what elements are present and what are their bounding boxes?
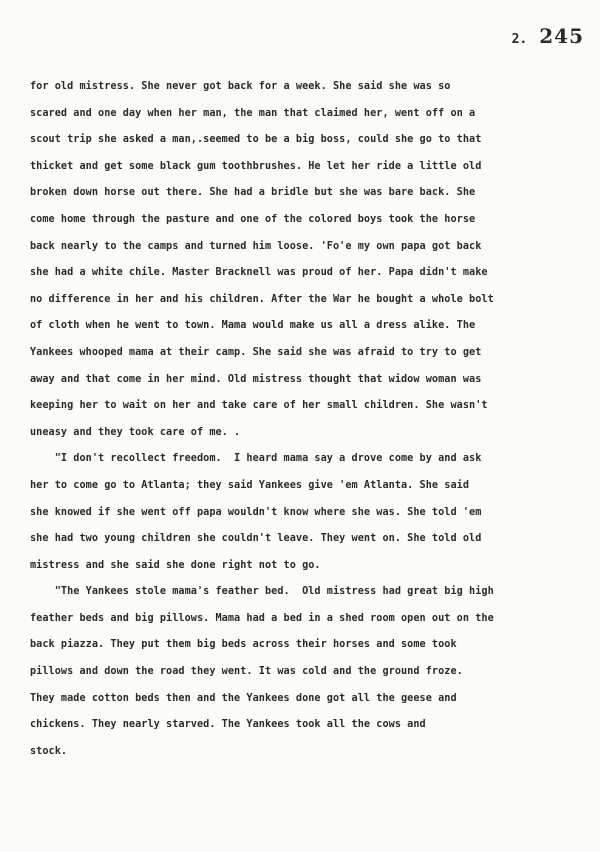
text-line: uneasy and they took care of me. . <box>30 426 241 438</box>
paragraph-1 <box>30 74 580 446</box>
text-line: no difference in her and his children. After the War he bought a whole bolt <box>30 293 494 305</box>
paragraph-3 <box>30 579 580 765</box>
text-line: come home through the pasture and one of the colored boys took the horse <box>30 213 476 225</box>
text-line: "I don't recollect freedom. I heard mama say a drove come by and ask <box>30 453 482 465</box>
text-line: thicket and get some black gum toothbrushes. He let her ride a little old <box>30 160 482 172</box>
text-line: keeping her to wait on her and take care of her small children. She wasn't <box>30 400 488 412</box>
text-line: she had two young children she couldn't leave. They went on. She told old <box>30 533 482 545</box>
page-header <box>512 24 584 48</box>
text-line: pillows and down the road they went. It was cold and the ground froze. <box>30 666 463 678</box>
section-number: 2. <box>511 32 528 47</box>
text-line: scout trip she asked a man,.seemed to be a big boss, could she go to that <box>30 134 482 146</box>
text-line: mistress and she said she done right not to go. <box>30 559 321 571</box>
text-line: stock. <box>30 745 68 757</box>
text-line: scared and one day when her man, the man that claimed her, went off on a <box>30 107 476 119</box>
text-line: of cloth when he went to town. Mama would make us all a dress alike. The <box>30 320 476 332</box>
page-number: 245 <box>539 24 584 48</box>
text-line: she knowed if she went off papa wouldn't know where she was. She told 'em <box>30 506 482 518</box>
text-line: "The Yankees stole mama's feather bed. Old mistress had great big high <box>30 586 494 598</box>
text-line: back nearly to the camps and turned him loose. 'Fo'e my own papa got back <box>30 240 482 252</box>
paragraph-2 <box>30 446 580 579</box>
text-line: chickens. They nearly starved. The Yankees took all the cows and <box>30 719 426 731</box>
text-line: her to come go to Atlanta; they said Yankees give 'em Atlanta. She said <box>30 479 470 491</box>
text-line: away and that come in her mind. Old mistress thought that widow woman was <box>30 373 482 385</box>
text-line: They made cotton beds then and the Yankees done got all the geese and <box>30 692 457 704</box>
text-line: she had a white chile. Master Bracknell was proud of her. Papa didn't make <box>30 267 488 279</box>
document-body <box>30 74 580 765</box>
text-line: feather beds and big pillows. Mama had a bed in a shed room open out on the <box>30 612 494 624</box>
text-line: for old mistress. She never got back for a week. She said she was so <box>30 81 451 92</box>
text-line: back piazza. They put them big beds across their horses and some took <box>30 639 457 651</box>
text-line: Yankees whooped mama at their camp. She said she was afraid to try to get <box>30 346 482 358</box>
text-line: broken down horse out there. She had a bridle but she was bare back. She <box>30 187 476 199</box>
